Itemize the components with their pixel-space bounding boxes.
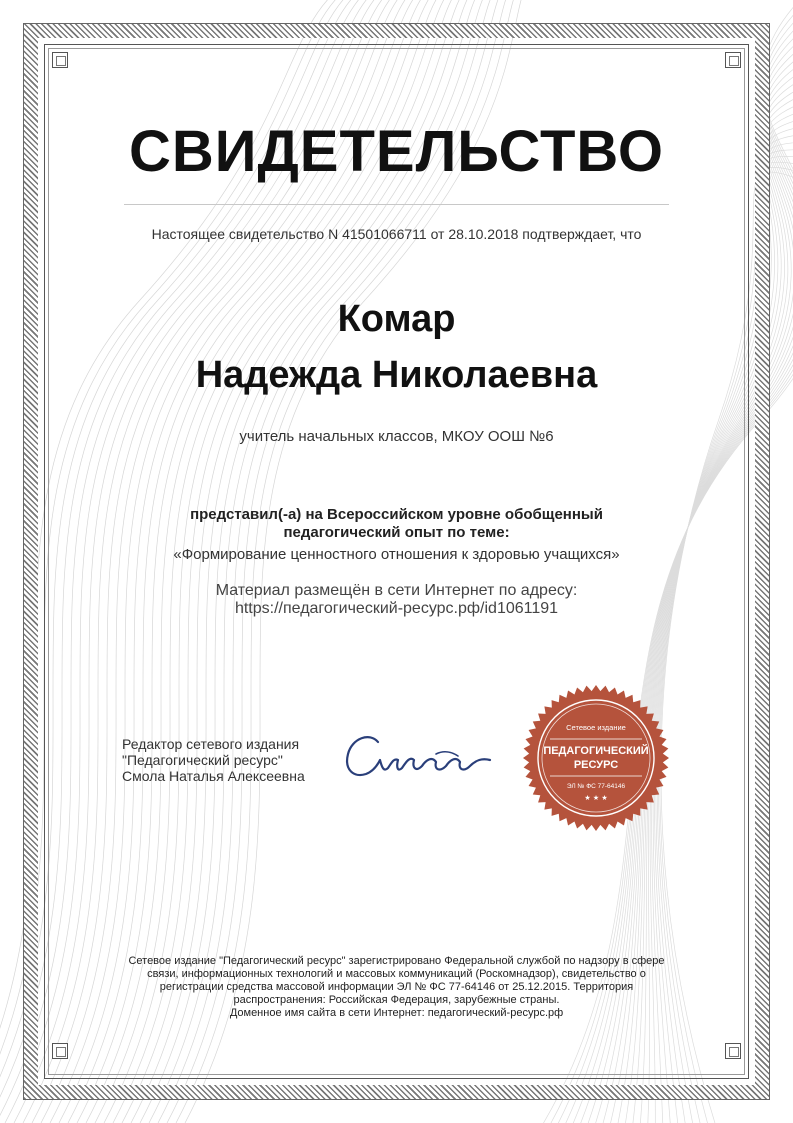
seal-edge [523,685,669,831]
presented-line: педагогический опыт по теме: [283,524,510,541]
editor-name: Смола Наталья Алексеевна [122,768,305,784]
corner-ornament [52,52,68,68]
editor-signature [340,724,500,790]
presented-statement [0,506,793,542]
material-caption: Материал размещён в сети Интернет по адресу: [215,582,578,599]
corner-ornament [725,1043,741,1059]
footer-line: распространения: Российская Федерация, зарубежные страны. [233,994,560,1006]
certificate-title: СВИДЕТЕЛЬСТВО [129,119,664,184]
certificate-intro: Настоящее свидетельство N 41501066711 от 28.10.2018 подтверждает, что [151,226,642,242]
presented-line: представил(-а) на Всероссийском уровне обобщенный [190,506,603,523]
footer-line: Сетевое издание "Педагогический ресурс" зарегистрировано Федеральной службой по надзору в сфере [128,955,665,967]
seal-stars: ★ ★ ★ [584,794,608,802]
footer-line: регистрации средства массовой информации ЭЛ № ФС 77-64146 от 25.12.2015. Территория [159,981,634,993]
corner-ornament [725,52,741,68]
recipient-surname: Комар [337,298,456,340]
material-url: https://педагогический-ресурс.рф/id1061191 [234,600,559,617]
material-location [0,582,793,618]
topic-title: «Формирование ценностного отношения к здоровью учащихся» [173,546,620,563]
footer-line: связи, информационных технологий и массовых коммуникаций (Роскомнадзор), свидетельство о [147,968,646,980]
recipient-position: учитель начальных классов, МКОУ ООШ №6 [239,428,554,445]
footer-line: Доменное имя сайта в сети Интернет: педагогический-ресурс.рф [229,1007,564,1019]
corner-ornament [52,1043,68,1059]
seal-name-line2: РЕСУРС [573,759,619,771]
editor-block [122,736,305,784]
seal-registration: ЭЛ № ФС 77-64146 [566,783,626,790]
editor-publication: "Педагогический ресурс" [122,752,283,768]
seal-name-line1: ПЕДАГОГИЧЕСКИЙ [543,745,649,757]
title-divider [124,204,669,205]
seal-top-text: Сетевое издание [566,723,626,732]
editor-role: Редактор сетевого издания [122,736,300,752]
recipient-given-names: Надежда Николаевна [195,354,598,396]
registration-footer [0,955,793,1020]
publication-seal [522,684,670,832]
